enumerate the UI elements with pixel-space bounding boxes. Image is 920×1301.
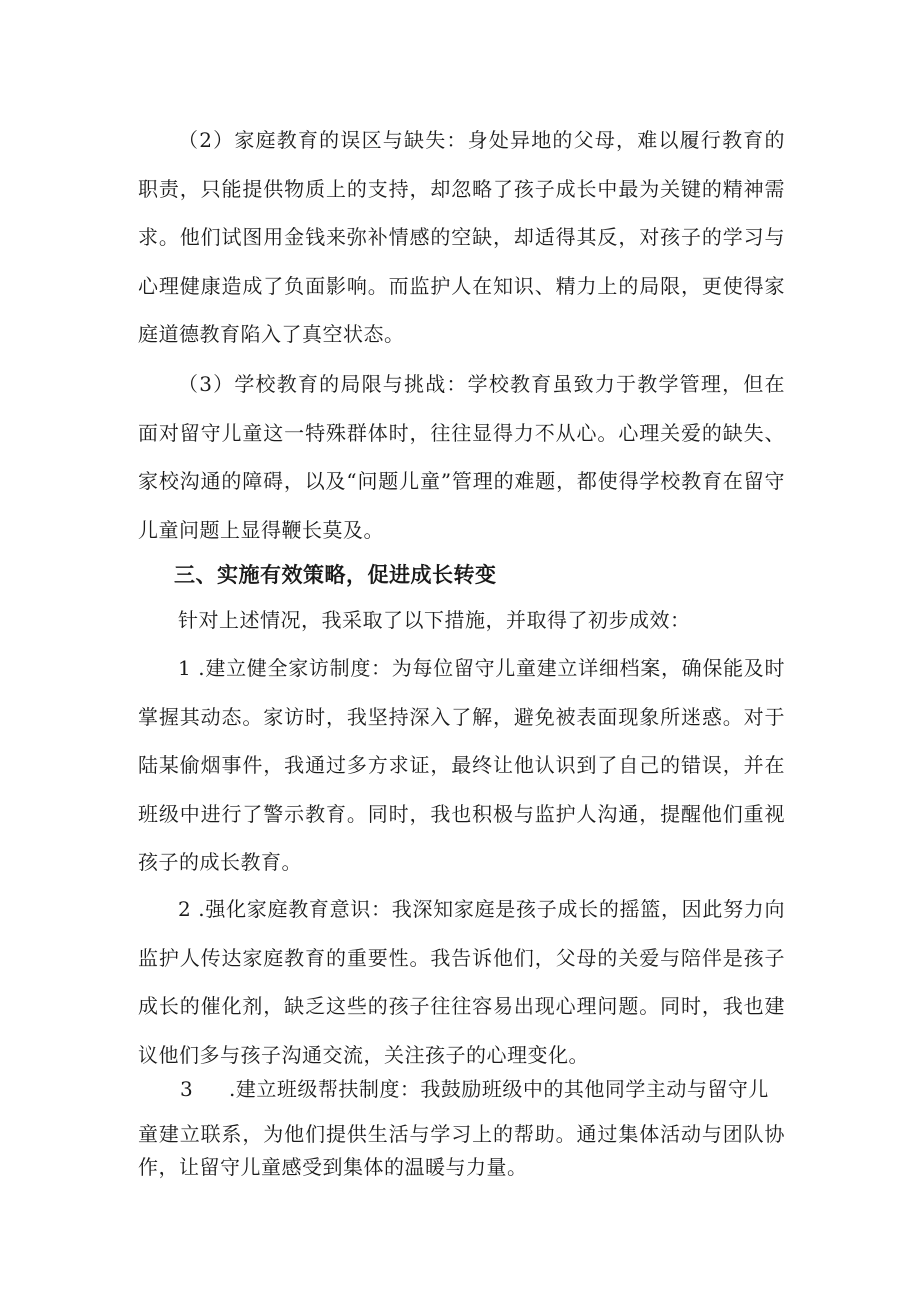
list-item-class-support-first-line xyxy=(180,1074,769,1104)
list-item-class-support-rest: 童建立联系，为他们提供生活与学习上的帮助。通过集体活动与团队协作，让留守儿童感受到集体的温暖与力量。 xyxy=(138,1122,785,1179)
list-item-text: .建立班级帮扶制度：我鼓励班级中的其他同学主动与留守儿 xyxy=(229,1077,769,1101)
list-item-number: 3 xyxy=(180,1077,194,1101)
paragraph-school-education: （3）学校教育的局限与挑战：学校教育虽致力于教学管理，但在面对留守儿童这一特殊群体时，往往显得力不从心。心理关爱的缺失、家校沟通的障碍，以及“问题儿童”管理的难题，都使得学校教育在留守儿童问题上显得鞭长莫及。 xyxy=(138,372,785,542)
paragraph-family-education: （2）家庭教育的误区与缺失：身处异地的父母，难以履行教育的职责，只能提供物质上的支持，却忽略了孩子成长中最为关键的精神需求。他们试图用金钱来弥补情感的空缺，却适得其反，对孩子的学习与心理健康造成了负面影响。而监护人在知识、精力上的局限，更使得家庭道德教育陷入了真空状态。 xyxy=(138,128,785,347)
section-heading: 三、实施有效策略，促进成长转变 xyxy=(174,563,497,587)
list-item-home-visit: 1 .建立健全家访制度：为每位留守儿童建立详细档案，确保能及时掌握其动态。家访时，我坚持深入了解，避免被表面现象所迷惑。对于陆某偷烟事件，我通过多方求证，最终让他认识到了自己的错误，并在班级中进行了警示教育。同时，我也积极与监护人沟通，提醒他们重视孩子的成长教育。 xyxy=(138,656,785,875)
list-item-family-awareness: 2 .强化家庭教育意识：我深知家庭是孩子成长的摇篮，因此努力向监护人传达家庭教育的重要性。我告诉他们，父母的关爱与陪伴是孩子成长的催化剂，缺乏这些的孩子往往容易出现心理问题。同时，我也建议他们多与孩子沟通交流，关注孩子的心理变化。 xyxy=(138,897,785,1067)
paragraph-intro: 针对上述情况，我采取了以下措施，并取得了初步成效： xyxy=(178,608,691,632)
